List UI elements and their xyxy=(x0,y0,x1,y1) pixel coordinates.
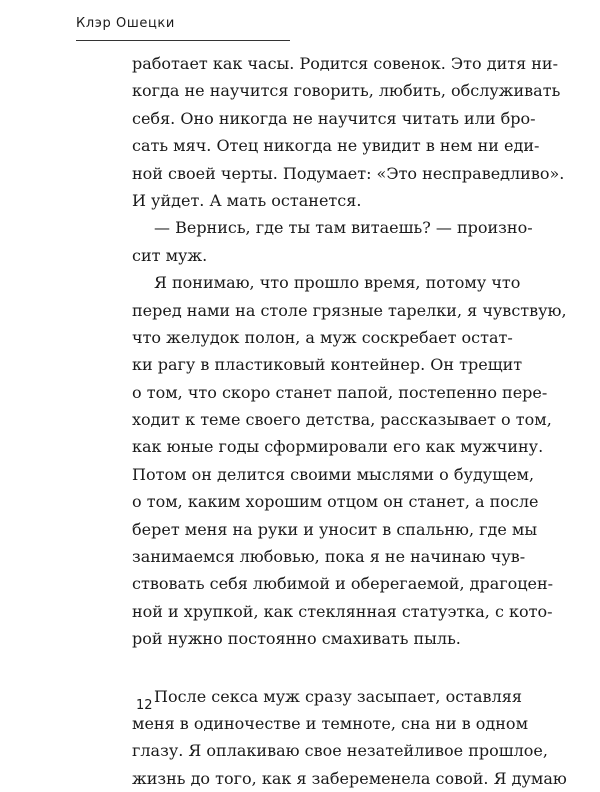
text-line: рой нужно постоянно смахивать пыль. xyxy=(132,629,461,649)
text-line: сать мяч. Отец никогда не увидит в нем ни еди- xyxy=(132,136,540,156)
text-line: глазу. Я оплакиваю свое незатейливое прошлое, xyxy=(132,741,548,761)
text-line: ной своей черты. Подумает: «Это несправедливо». xyxy=(132,163,565,183)
text-line: После секса муж сразу засыпает, оставляя xyxy=(154,686,522,706)
text-line: жизнь до того, как я забеременела совой. Я думаю xyxy=(132,768,567,788)
paragraph xyxy=(132,269,567,652)
text-line: берет меня на руки и уносит в спальню, где мы xyxy=(132,519,538,539)
text-line: как юные годы сформировали его как мужчину. xyxy=(132,437,544,457)
page-number: 12 xyxy=(136,698,153,713)
paragraph xyxy=(132,214,533,269)
paragraph xyxy=(132,50,565,214)
text-line: меня в одиночестве и темноте, сна ни в одном xyxy=(132,713,529,733)
text-line: что желудок полон, а муж соскребает остат- xyxy=(132,327,513,347)
paragraph xyxy=(132,683,567,792)
text-line: когда не научится говорить, любить, обслуживать xyxy=(132,81,561,101)
text-line: сит муж. xyxy=(132,245,208,265)
running-header-author: Клэр Ошецки xyxy=(76,16,175,31)
text-line: ходит к теме своего детства, рассказывает о том, xyxy=(132,410,552,430)
text-line: себя. Оно никогда не научится читать или бро- xyxy=(132,108,536,128)
text-line: перед нами на столе грязные тарелки, я чувствую, xyxy=(132,300,567,320)
text-line: ной и хрупкой, как стеклянная статуэтка, с кото- xyxy=(132,601,553,621)
text-line: И уйдет. А мать останется. xyxy=(132,190,362,210)
text-line: работает как часы. Родится совенок. Это дитя ни- xyxy=(132,54,558,73)
text-line: — Вернись, где ты там витаешь? — произно- xyxy=(154,218,533,238)
body-text xyxy=(132,50,567,792)
text-line: занимаемся любовью, пока я не начинаю чув- xyxy=(132,547,526,567)
text-line: ки рагу в пластиковый контейнер. Он трещит xyxy=(132,355,523,375)
header-rule xyxy=(76,40,290,41)
text-line: ствовать себя любимой и оберегаемой, драгоцен- xyxy=(132,574,554,594)
text-line: о том, каким хорошим отцом он станет, а после xyxy=(132,492,539,512)
text-line: о том, что скоро станет папой, постепенно пере- xyxy=(132,382,548,402)
text-line: Потом он делится своими мыслями о будущем, xyxy=(132,464,535,484)
section-break xyxy=(132,653,504,683)
text-line: Я понимаю, что прошло время, потому что xyxy=(154,273,521,293)
